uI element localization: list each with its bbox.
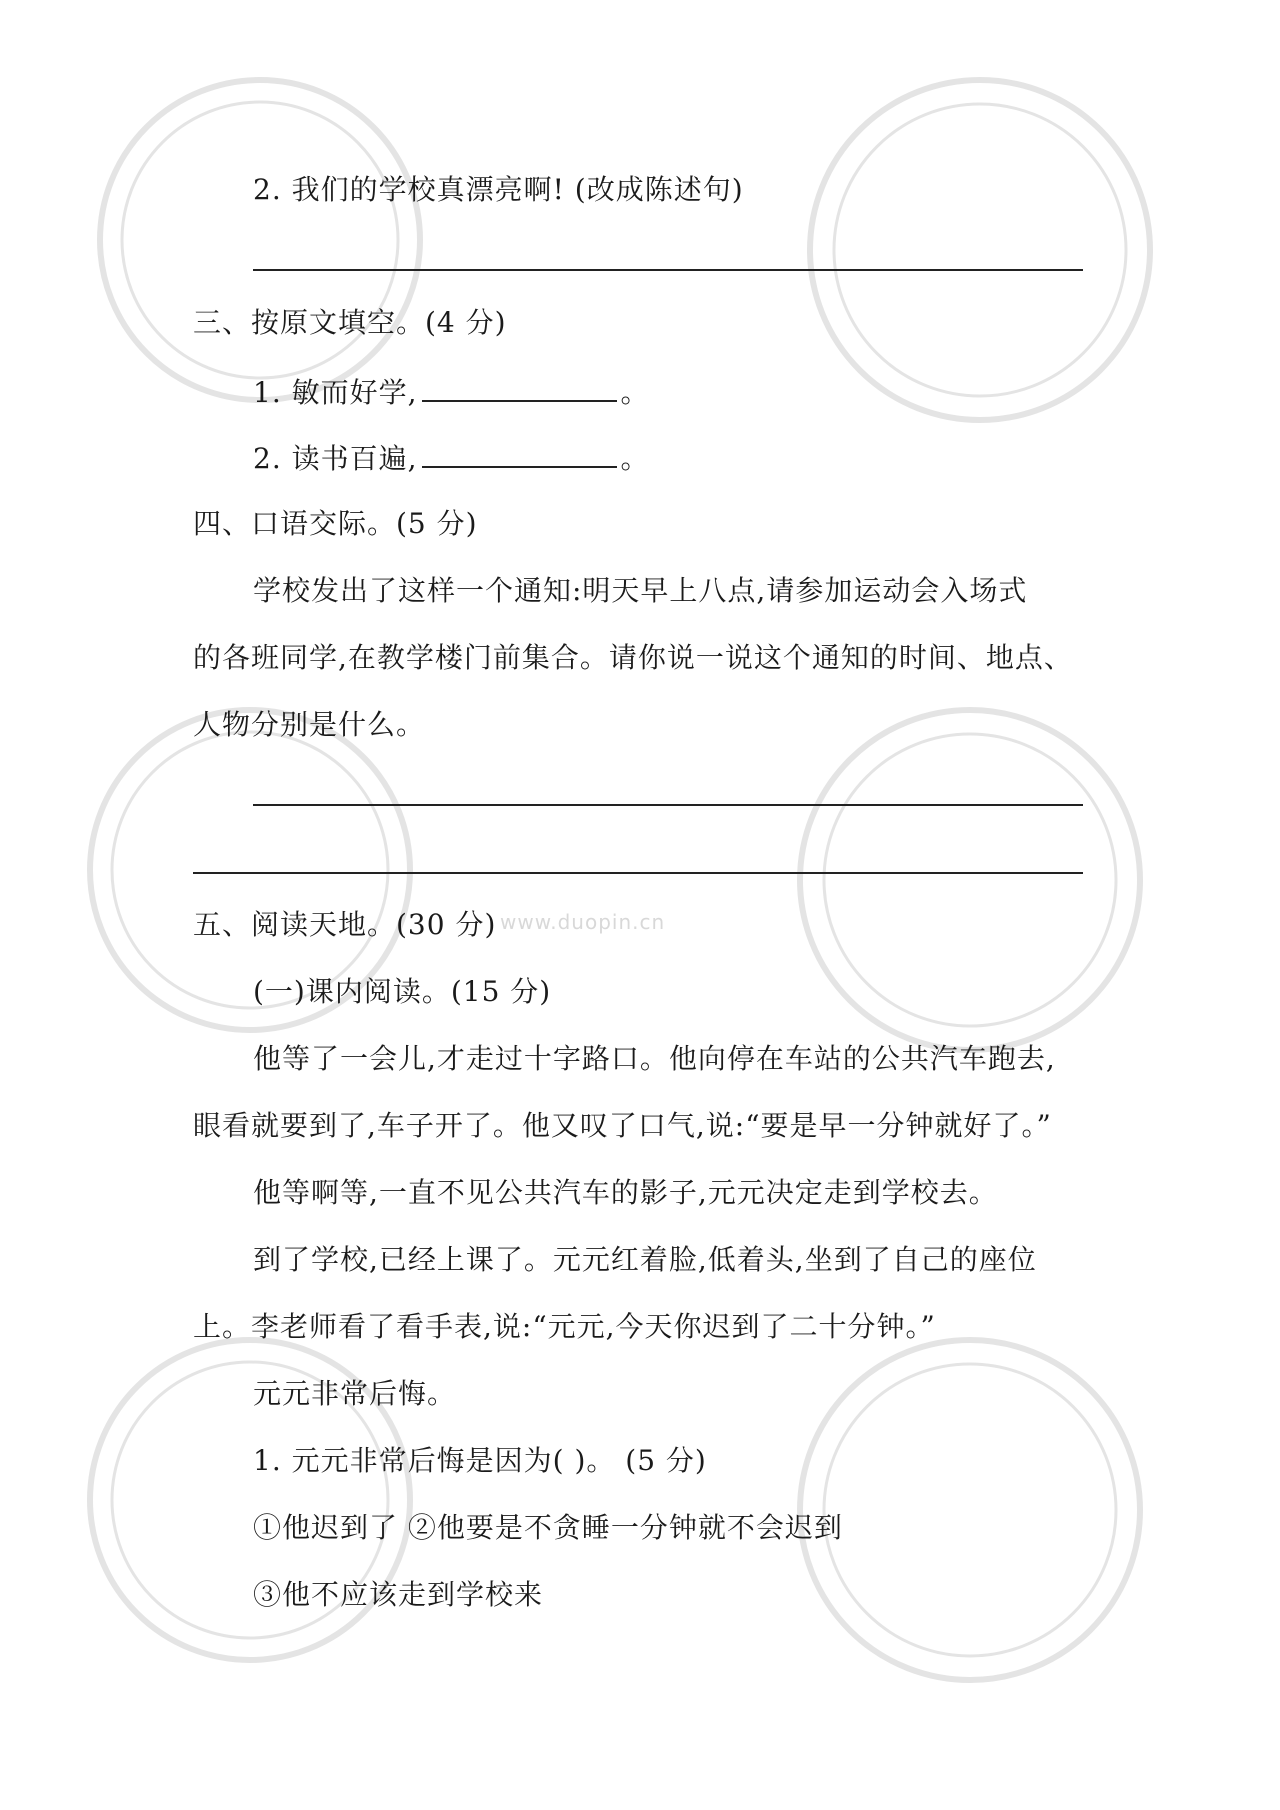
section3-item2: [253, 438, 650, 479]
section3-item2-blank[interactable]: [422, 438, 617, 468]
section4-line1: 学校发出了这样一个通知:明天早上八点,请参加运动会入场式: [253, 574, 1028, 607]
section5-q1-options-1: ①他迟到了 ②他要是不贪睡一分钟就不会迟到: [253, 1511, 843, 1544]
q2-2-prompt: 2. 我们的学校真漂亮啊! (改成陈述句): [253, 173, 744, 206]
section3-item1-blank[interactable]: [422, 372, 617, 402]
section3-item1-prefix: 1. 敏而好学,: [253, 376, 418, 409]
watermark-seal-top-right: [800, 70, 1160, 430]
watermark-url: www.duopin.cn: [500, 910, 666, 934]
section3-item1-suffix: 。: [620, 376, 650, 409]
section5-p3-line1: 到了学校,已经上课了。元元红着脸,低着头,坐到了自己的座位: [253, 1243, 1037, 1276]
section3-heading: 三、按原文填空。(4 分): [193, 306, 507, 339]
section4-heading: 四、口语交际。(5 分): [193, 507, 478, 540]
section5-p3-line2: 上。李老师看了看手表,说:“元元,今天你迟到了二十分钟。”: [193, 1310, 936, 1343]
section5-p1-line1: 他等了一会儿,才走过十字路口。他向停在车站的公共汽车跑去,: [253, 1042, 1056, 1075]
section4-answer-line-1[interactable]: [253, 804, 1083, 806]
section4-line3: 人物分别是什么。: [193, 708, 426, 741]
section5-p2: 他等啊等,一直不见公共汽车的影子,元元决定走到学校去。: [253, 1176, 998, 1209]
section3-item2-prefix: 2. 读书百遍,: [253, 442, 418, 475]
section5-sub1: (一)课内阅读。(15 分): [253, 975, 552, 1008]
section5-p1-line2: 眼看就要到了,车子开了。他又叹了口气,说:“要是早一分钟就好了。”: [193, 1109, 1052, 1142]
watermark-seal-mid-right: [790, 700, 1150, 1060]
section3-item1: [253, 372, 650, 413]
section5-q1-options-2: ③他不应该走到学校来: [253, 1578, 544, 1611]
section4-answer-line-2[interactable]: [193, 872, 1083, 874]
section4-line2: 的各班同学,在教学楼门前集合。请你说一说这个通知的时间、地点、: [193, 641, 1073, 674]
section5-heading: 五、阅读天地。(30 分): [193, 908, 497, 941]
section3-item2-suffix: 。: [620, 442, 650, 475]
section5-p4: 元元非常后悔。: [253, 1377, 457, 1410]
q2-2-answer-line[interactable]: [253, 269, 1083, 271]
watermark-seal-top-left: [90, 70, 430, 410]
watermark-seal-bottom-right: [790, 1330, 1150, 1690]
section5-q1: 1. 元元非常后悔是因为( )。 (5 分): [253, 1444, 707, 1477]
